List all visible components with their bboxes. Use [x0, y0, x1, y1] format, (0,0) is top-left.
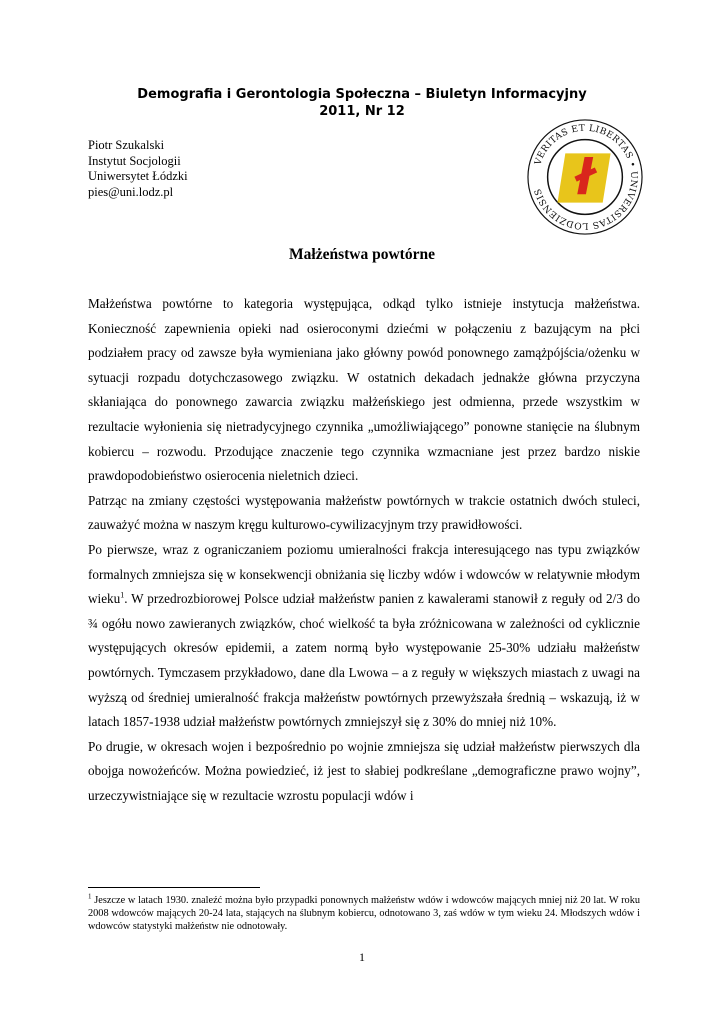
logo-letter: ł: [574, 148, 594, 207]
footnote-text: Jeszcze w latach 1930. znaleźć można było przypadki ponownych małżeństw wdów i wdowców mających mniej niż 20 lat. W roku 2008 wdowców mających 20-24 lata, stających na ślubnym kobiercu, odnotowano 3, zaś wdów w tym wieku 24. Młodszych wdów i wdowców statystyki małżeństw nie odnotowały.: [88, 895, 640, 932]
paragraph-4: Po drugie, w okresach wojen i bezpośrednio po wojnie zmniejsza się udział małżeństw pierwszych dla obojga nowożeńców. Można powiedzieć, iż jest to słabiej podkreślane „demograficzne prawo wojny”, urzeczywistniające się w rezultacie wzrostu populacji wdów i: [88, 738, 640, 803]
footnote-mark: 1: [88, 892, 92, 901]
author-block: [88, 138, 188, 200]
footnote-divider: [88, 887, 260, 888]
paragraph-2: Patrząc na zmiany częstości występowania małżeństw powtórnych w trakcie ostatnich dwóch stuleci, zauważyć można w naszym kręgu kulturowo-cywilizacyjnym trzy prawidłowości.: [88, 492, 640, 533]
journal-title: Demografia i Gerontologia Społeczna – Biuletyn Informacyjny: [137, 87, 587, 102]
footnote: [88, 894, 640, 933]
university-logo: [526, 118, 644, 236]
logo-ring-text: VERITAS ET LIBERTAS • UNIVERSITAS LODZIENSIS: [533, 123, 639, 231]
author-name: Piotr Szukalski: [88, 138, 165, 152]
author-email: pies@uni.lodz.pl: [88, 184, 174, 199]
author-university: Uniwersytet Łódzki: [88, 169, 188, 183]
article-body: [88, 292, 640, 808]
page-number: 1: [359, 950, 365, 964]
article-title: Małżeństwa powtórne: [289, 246, 435, 263]
journal-header: [0, 86, 724, 120]
paragraph-1: Małżeństwa powtórne to kategoria występująca, odkąd tylko istnieje instytucja małżeństwa. Konieczność zapewnienia opieki nad osieroconymi dziećmi w połączeniu z bazującym na płci podziałem pracy od zawsze była wymieniana jako główny powód ponownego zamążpójścia/ożenku w sytuacji rozpadu dotychczasowego związku. W ostatnich dekadach jednakże główna przyczyna skłaniająca do ponownego zawarcia związku małżeńskiego jest odmienna, przede wszystkim w rezultacie wyłonienia się nietradycyjnego czynnika „umożliwiającego” ponowne stanięcie na ślubnym kobiercu – rozwodu. Przodujące znaczenie tego czynnika wzmacniane jest przez bardzo niskie prawdopodobieństwo osierocenia nieletnich dzieci.: [88, 296, 640, 484]
paragraph-3: Po pierwsze, wraz z ograniczaniem poziomu umieralności frakcja interesującego nas typu związków formalnych zmniejsza się w konsekwencji obniżania się liczby wdów i wdowców w relatywnie młodym wieku$^1$. W przedrozbiorowej Polsce udział małżeństw panien z kawalerami stanowił z reguły od 2/3 do ¾ ogółu nowo zawieranych związków, choć wielkość ta była zróżnicowana w zależności od cyklicznie występujących okresów epidemii, a zatem normą było występowanie 25-30% udziału małżeństw powtórnych. Tymczasem przykładowo, dane dla Lwowa – a z reguły w większych miastach z uwagi na wyższą od średniej umieralność frakcja małżeństw powtórnych przewyższała średnią – wskazują, iż w latach 1857-1938 udział małżeństw powtórnych zmniejszył się z 30% do mniej niż 10%.: [88, 541, 640, 730]
footnote-ref: 1: [120, 590, 125, 600]
author-institute: Instytut Socjologii: [88, 153, 181, 168]
journal-issue: 2011, Nr 12: [319, 104, 405, 119]
